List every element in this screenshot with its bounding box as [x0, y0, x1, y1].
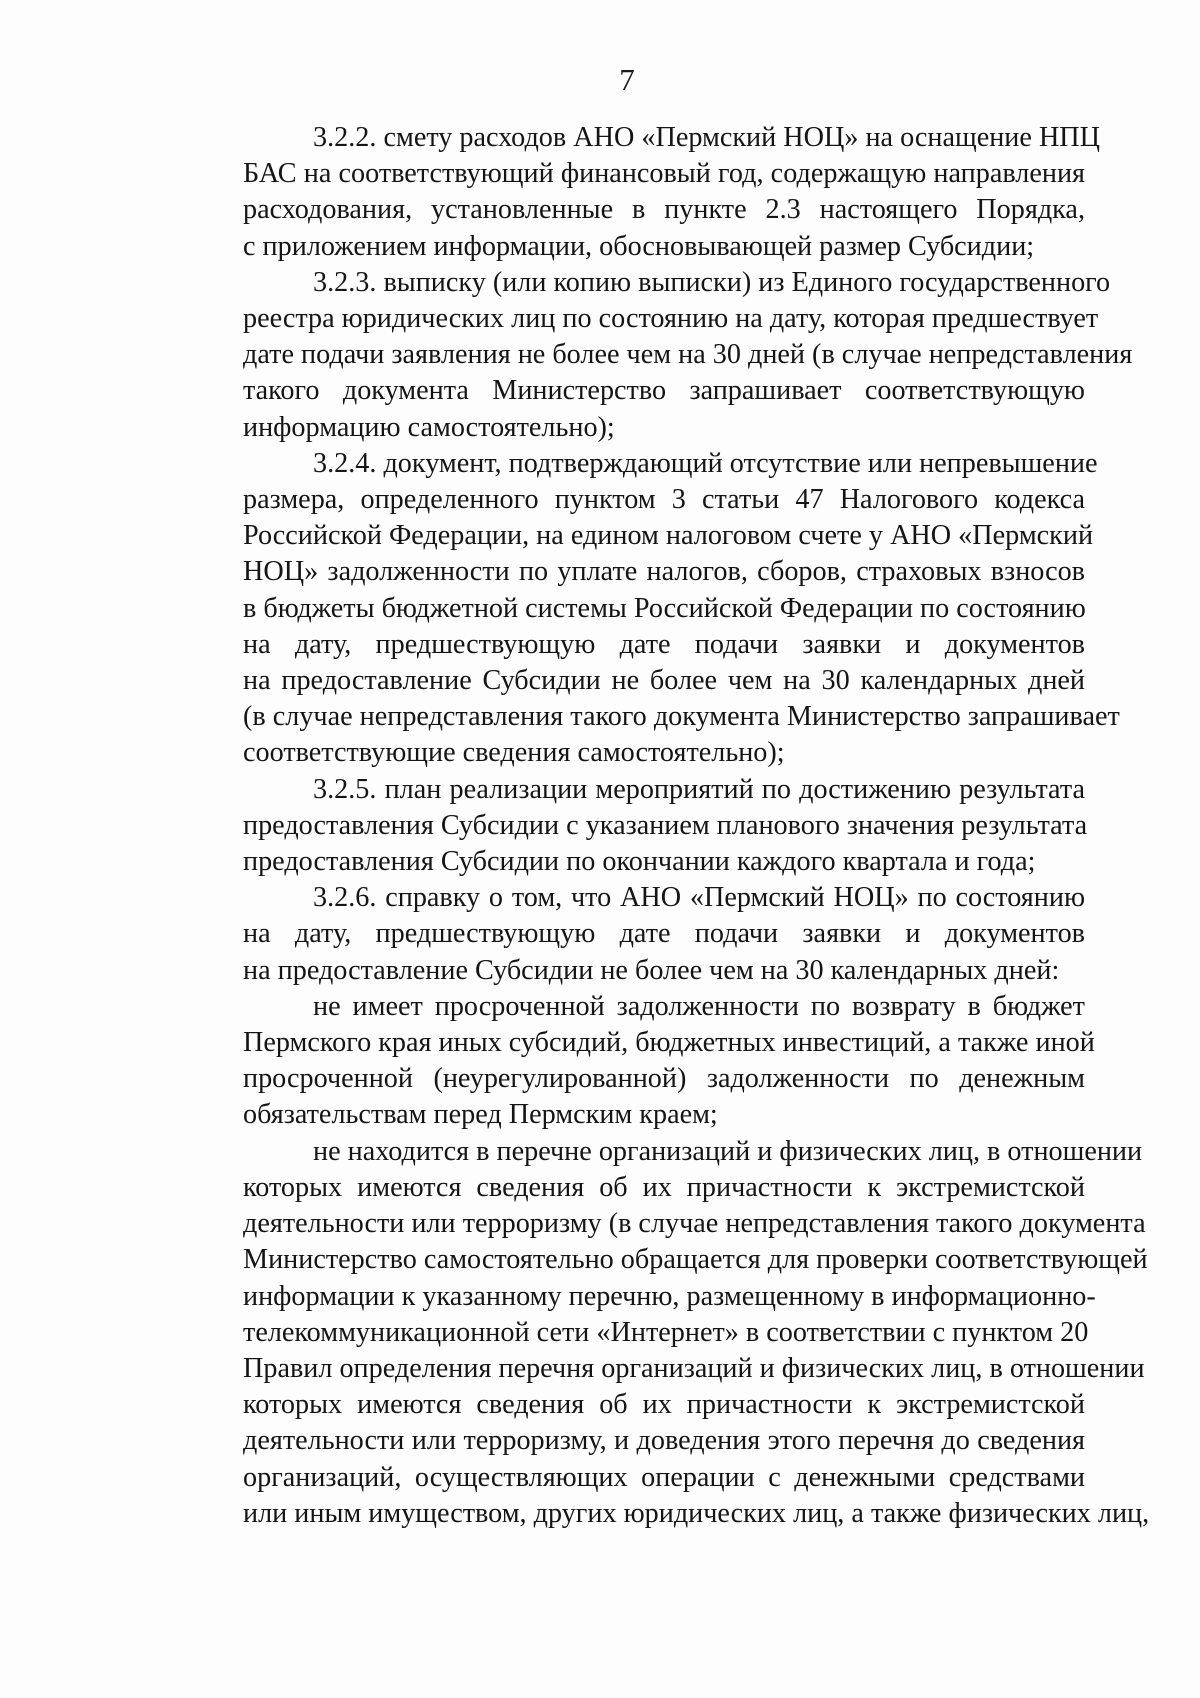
- text-line: на дату, предшествующую дате подачи заявки и документов: [243, 628, 1085, 660]
- text-line: на дату, предшествующую дате подачи заявки и документов: [243, 918, 1085, 950]
- text-line: которых имеются сведения об их причастности к экстремистской: [243, 1171, 1085, 1203]
- paragraph-3-2-5: [173, 772, 1088, 881]
- text-line: 3.2.6. справку о том, что АНО «Пермский НОЦ» по состоянию: [313, 882, 1085, 914]
- text-line: дате подачи заявления не более чем на 30 дней (в случае непредставления: [243, 339, 1133, 371]
- text-line: деятельности или терроризму (в случае непредставления такого документа: [243, 1208, 1146, 1240]
- text-line: Правил определения перечня организаций и физических лиц, в отношении: [243, 1352, 1145, 1384]
- text-line: НОЦ» задолженности по уплате налогов, сборов, страховых взносов: [243, 556, 1085, 588]
- text-line: обязательствам перед Пермским краем;: [243, 1099, 718, 1131]
- text-line: телекоммуникационной сети «Интернет» в соответствии с пунктом 20: [243, 1316, 1089, 1348]
- text-line: предоставления Субсидии с указанием планового значения результата: [243, 809, 1088, 841]
- text-line: просроченной (неурегулированной) задолженности по денежным: [243, 1063, 1085, 1095]
- text-line: 3.2.4. документ, подтверждающий отсутствие или непревышение: [313, 447, 1098, 479]
- text-line: или иным имуществом, других юридических лиц, а также физических лиц,: [243, 1497, 1150, 1529]
- text-line: информации к указанному перечню, размещенному в информационно-: [243, 1280, 1096, 1312]
- text-line: соответствующие сведения самостоятельно);: [243, 737, 785, 769]
- paragraph-no-debt: [173, 989, 1095, 1134]
- text-line: информацию самостоятельно);: [243, 411, 615, 443]
- text-line: в бюджеты бюджетной системы Российской Федерации по состоянию: [243, 592, 1086, 624]
- paragraph-3-2-3: [173, 265, 1133, 446]
- text-line: 3.2.5. план реализации мероприятий по достижению результата: [313, 773, 1085, 805]
- text-line: такого документа Министерство запрашивает соответствующую: [243, 375, 1085, 407]
- text-line: размера, определенного пунктом 3 статьи 47 Налогового кодекса: [243, 484, 1085, 516]
- text-line: на предоставление Субсидии не более чем на 30 календарных дней: [243, 665, 1085, 697]
- text-line: не находится в перечне организаций и физических лиц, в отношении: [313, 1135, 1143, 1167]
- text-line: Российской Федерации, на едином налоговом счете у АНО «Пермский: [243, 520, 1094, 552]
- text-line: 3.2.2. смету расходов АНО «Пермский НОЦ» на оснащение НПЦ: [313, 122, 1101, 153]
- document-body: [173, 120, 1150, 1532]
- text-line: которых имеются сведения об их причастности к экстремистской: [243, 1389, 1085, 1421]
- paragraph-3-2-4: [173, 446, 1120, 772]
- text-line: не имеет просроченной задолженности по возврату в бюджет: [313, 990, 1085, 1022]
- text-line: Пермского края иных субсидий, бюджетных инвестиций, а также иной: [243, 1027, 1095, 1059]
- text-line: расходования, установленные в пункте 2.3 настоящего Порядка,: [243, 194, 1085, 226]
- text-line: Министерство самостоятельно обращается для проверки соответствующей: [243, 1244, 1148, 1276]
- text-line: 3.2.3. выписку (или копию выписки) из Единого государственного: [313, 266, 1111, 298]
- text-line: с приложением информации, обосновывающей размер Субсидии;: [243, 230, 1035, 262]
- text-line: предоставления Субсидии по окончании каждого квартала и года;: [243, 846, 1036, 878]
- paragraph-3-2-2: [173, 120, 1101, 265]
- text-line: организаций, осуществляющих операции с денежными средствами: [243, 1461, 1085, 1493]
- text-line: реестра юридических лиц по состоянию на дату, которая предшествует: [243, 303, 1099, 335]
- text-line: деятельности или терроризму, и доведения этого перечня до сведения: [243, 1425, 1085, 1457]
- text-line: на предоставление Субсидии не более чем на 30 календарных дней:: [243, 954, 1060, 986]
- text-line: (в случае непредставления такого документа Министерство запрашивает: [243, 701, 1120, 733]
- text-line: БАС на соответствующий финансовый год, содержащую направления: [243, 158, 1085, 190]
- paragraph-3-2-6: [173, 880, 1085, 989]
- paragraph-not-in-list: [173, 1134, 1150, 1532]
- page-number: 7: [619, 62, 635, 97]
